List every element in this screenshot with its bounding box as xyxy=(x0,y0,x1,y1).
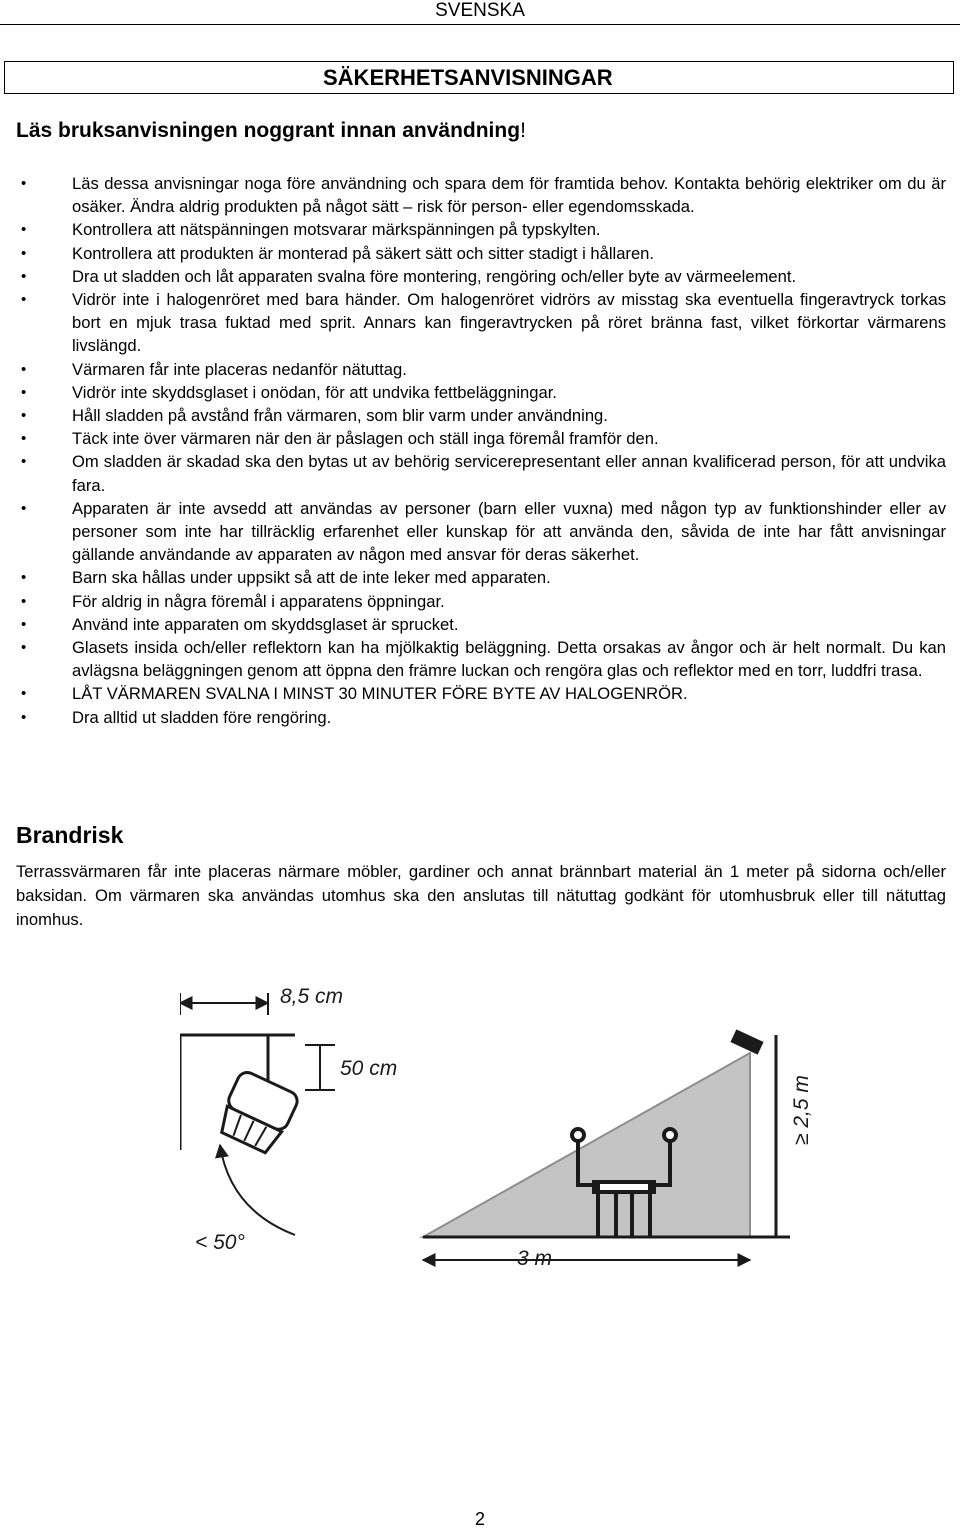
safety-rule: • Apparaten är inte avsedd att användas av personer (barn eller vuxna) med någon typ av funktionshinder eller av personer som inte har tillräcklig erfarenhet eller kunskap för att använda den, såvida de inte har fått anvisningar gällande användande av apparaten av någon med ansvar för deras säkerhet. xyxy=(0,497,960,567)
label-distance-wall: 8,5 cm xyxy=(280,985,344,1008)
safety-rule: • Läs dessa anvisningar noga före användning och spara dem för framtida behov. Kontakta behörig elektriker om du är osäker. Ändra aldrig produkten på något sätt – risk för person- eller egendomsskada. xyxy=(0,172,960,218)
label-angle: < 50° xyxy=(195,1231,245,1254)
label-distance-ceiling: 50 cm xyxy=(340,1057,398,1080)
fire-risk-text: Terrassvärmaren får inte placeras närmare möbler, gardiner och annat brännbart material än 1 meter på sidorna och/eller baksidan. Om värmaren ska användas utomhus ska den anslutas till nätuttag godkänt för utomhusbruk eller till nätuttag inomhus. xyxy=(16,862,946,929)
safety-rule: • Håll sladden på avstånd från värmaren, som blir varm under användning. xyxy=(0,404,960,427)
intro-heading xyxy=(16,119,526,143)
safety-rule: • För aldrig in några föremål i apparatens öppningar. xyxy=(0,590,960,613)
installation-diagram xyxy=(180,975,820,1285)
intro-text: Läs bruksanvisningen noggrant innan användning xyxy=(16,119,521,142)
angle-arc xyxy=(220,1145,295,1235)
intro-mark: ! xyxy=(520,119,526,142)
header-language: SVENSKA xyxy=(435,0,525,21)
safety-rule: • Vidrör inte i halogenröret med bara händer. Om halogenröret vidrörs av misstag ska eventuella fingeravtryck torkas bort en mjuk trasa fuktad med sprit. Annars kan fingeravtrycken på röret bränna fast, vilket förkortar värmarens livslängd. xyxy=(0,288,960,358)
page-title: SÄKERHETSANVISNINGAR xyxy=(323,65,613,90)
heater-lamp-icon xyxy=(730,1029,763,1054)
title-box xyxy=(4,61,954,94)
safety-rule: • Dra ut sladden och låt apparaten svalna före montering, rengöring och/eller byte av värmeelement. xyxy=(0,265,960,288)
safety-rule: • Barn ska hållas under uppsikt så att de inte leker med apparaten. xyxy=(0,566,960,589)
heat-cone xyxy=(423,1053,750,1237)
safety-rule: • Kontrollera att produkten är monterad på säkert sätt och sitter stadigt i hållaren. xyxy=(0,242,960,265)
label-height: ≥ 2,5 m xyxy=(790,1075,813,1145)
safety-rule: • Vidrör inte skyddsglaset i onödan, för att undvika fettbeläggningar. xyxy=(0,381,960,404)
safety-rules-list xyxy=(0,172,960,729)
safety-rule: • Värmaren får inte placeras nedanför nätuttag. xyxy=(0,358,960,381)
safety-rule: • Kontrollera att nätspänningen motsvarar märkspänningen på typskylten. xyxy=(0,218,960,241)
fire-risk-heading: Brandrisk xyxy=(16,822,124,848)
heater-icon xyxy=(214,1069,300,1156)
label-width: 3 m xyxy=(517,1247,553,1270)
safety-rule: • Använd inte apparaten om skyddsglaset är sprucket. xyxy=(0,613,960,636)
page-number: 2 xyxy=(474,1509,485,1529)
safety-rule: • Dra alltid ut sladden före rengöring. xyxy=(0,706,960,729)
safety-rule: • Glasets insida och/eller reflektorn kan ha mjölkaktig beläggning. Detta orsakas av ångor och är helt normalt. Du kan avlägsna beläggningen genom att öppna den främre luckan och rengöra glas och reflektor med en torr, luddfri trasa. xyxy=(0,636,960,682)
safety-rule: • Om sladden är skadad ska den bytas ut av behörig servicerepresentant eller annan kvalificerad person, för att undvika fara. xyxy=(0,450,960,496)
safety-rule: • LÅT VÄRMAREN SVALNA I MINST 30 MINUTER FÖRE BYTE AV HALOGENRÖR. xyxy=(0,682,960,705)
header-divider xyxy=(0,24,960,25)
safety-rule: • Täck inte över värmaren när den är påslagen och ställ inga föremål framför den. xyxy=(0,427,960,450)
